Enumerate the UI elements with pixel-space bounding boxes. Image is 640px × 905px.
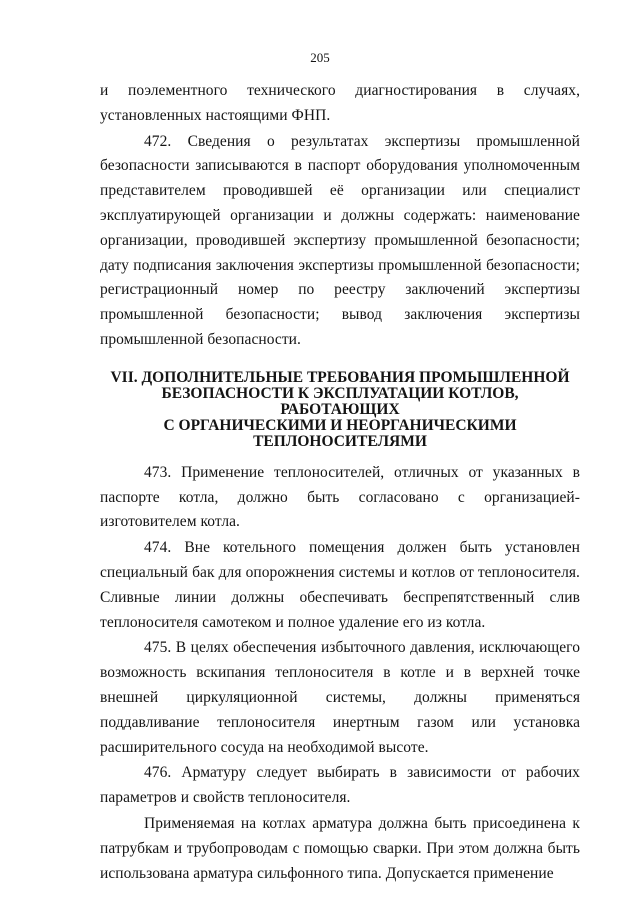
section-heading-line: ТЕПЛОНОСИТЕЛЯМИ	[253, 432, 427, 450]
section-heading-line: С ОРГАНИЧЕСКИМИ И НЕОРГАНИЧЕСКИМИ	[163, 416, 517, 434]
paragraph-476-continued: Применяемая на котлах арматура должна быть присоединена к патрубкам и трубопроводам с помощью сварки. При этом должна быть использована арматура сильфонного типа. Допускается применение	[100, 814, 580, 882]
page-number: 205	[310, 50, 330, 65]
paragraph-475: 475. В целях обеспечения избыточного давления, исключающего возможность вскипания теплоносителя в котле и в верхней точке внешней циркуляционной системы, должны применяться поддавливание теплоносителя инертным газом или установка расширительного сосуда на необходимой высоте.	[100, 639, 580, 756]
paragraph-474: 474. Вне котельного помещения должен быть установлен специальный бак для опорожнения системы и котлов от теплоносителя. Сливные линии должны обеспечивать беспрепятственный слив теплоносителя самотеком и полное удаление его из котла.	[100, 539, 580, 631]
section-heading-line: VII. ДОПОЛНИТЕЛЬНЫЕ ТРЕБОВАНИЯ ПРОМЫШЛЕННОЙ	[110, 368, 570, 386]
section-heading-line: БЕЗОПАСНОСТИ К ЭКСПЛУАТАЦИИ КОТЛОВ, РАБОТАЮЩИХ	[161, 384, 519, 418]
paragraph-476: 476. Арматуру следует выбирать в зависимости от рабочих параметров и свойств теплоносителя.	[100, 764, 580, 807]
section-heading-vii	[100, 370, 580, 450]
paragraph-472: 472. Сведения о результатах экспертизы промышленной безопасности записываются в паспорт оборудования уполномоченным представителем проводившей её организации или специалист эксплуатирующей организации и должны содержать: наименование организации, проводившей экспертизу промышленной безопасности; дату подписания заключения экспертизы промышленной безопасности; регистрационный номер по реестру заключений экспертизы промышленной безопасности; вывод заключения экспертизы промышленной безопасности.	[100, 132, 580, 348]
paragraph-473: 473. Применение теплоносителей, отличных от указанных в паспорте котла, должно быть согласовано с организацией-изготовителем котла.	[100, 463, 580, 531]
paragraph-continuation: и поэлементного технического диагностирования в случаях, установленных настоящими ФНП.	[100, 82, 580, 124]
document-body	[100, 79, 580, 886]
